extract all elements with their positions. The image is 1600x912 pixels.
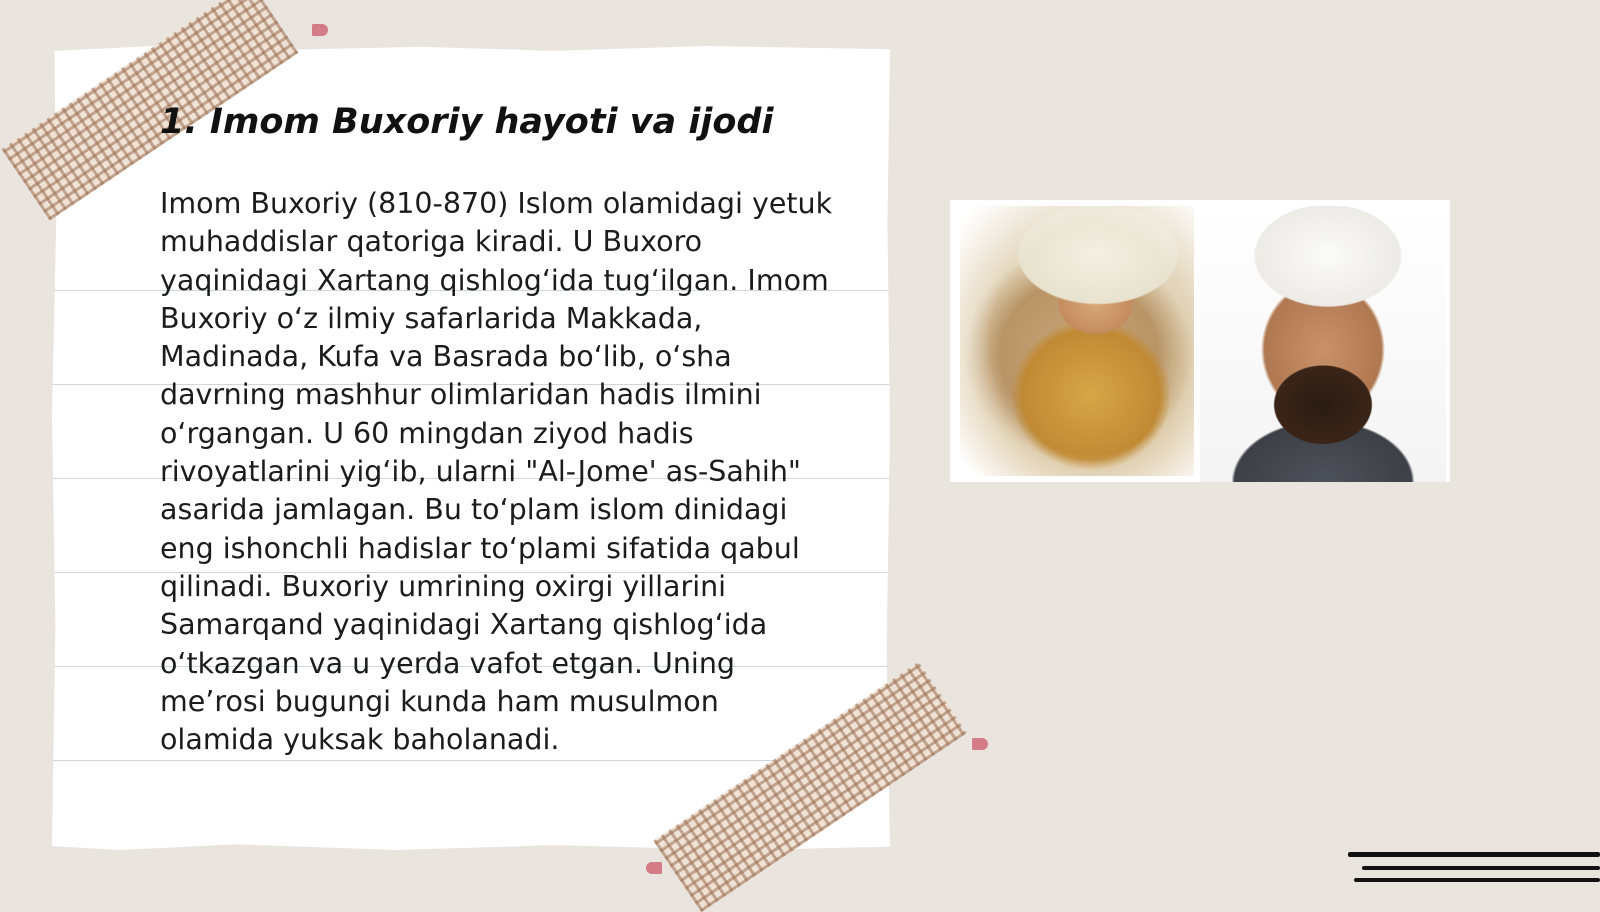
portraits-image	[950, 200, 1450, 482]
paper-rule	[52, 760, 890, 761]
pin-icon	[312, 24, 328, 36]
slide-body-text: Imom Buxoriy (810-870) Islom olamidagi yetuk muhaddislar qatoriga kiradi. U Buxoro yaqinidagi Xartang qishlog‘ida tug‘ilgan. Imom Buxoriy o‘z ilmiy safarlarida Makkada, Madinada, Kufa va Basrada bo‘lib, o‘sha davrning mashhur olimlaridan hadis ilmini o‘rgangan. U 60 mingdan ziyod hadis rivoyatlarini yig‘ib, ularni "Al-Jome' as-Sahih" asarida jamlagan. Bu to‘plam islom dinidagi eng ishonchli hadislar to‘plami sifatida qabul qilinadi. Buxoriy umrining oxirgi yillarini Samarqand yaqinidagi Xartang qishlog‘ida o‘tkazgan va u yerda vafot etgan. Uning me’rosi bugungi kunda ham musulmon olamida yuksak baholanadi.	[160, 187, 833, 757]
deco-line	[1348, 852, 1600, 857]
slide-title: 1. Imom Buxoriy hayoti va ijodi	[160, 102, 774, 142]
pin-icon	[646, 862, 662, 874]
corner-lines-decoration	[1348, 848, 1600, 888]
deco-line	[1354, 878, 1600, 882]
portrait-illustration-image	[1200, 206, 1446, 482]
pin-icon	[972, 738, 988, 750]
portrait-painting-image	[960, 206, 1198, 476]
deco-line	[1362, 866, 1600, 870]
